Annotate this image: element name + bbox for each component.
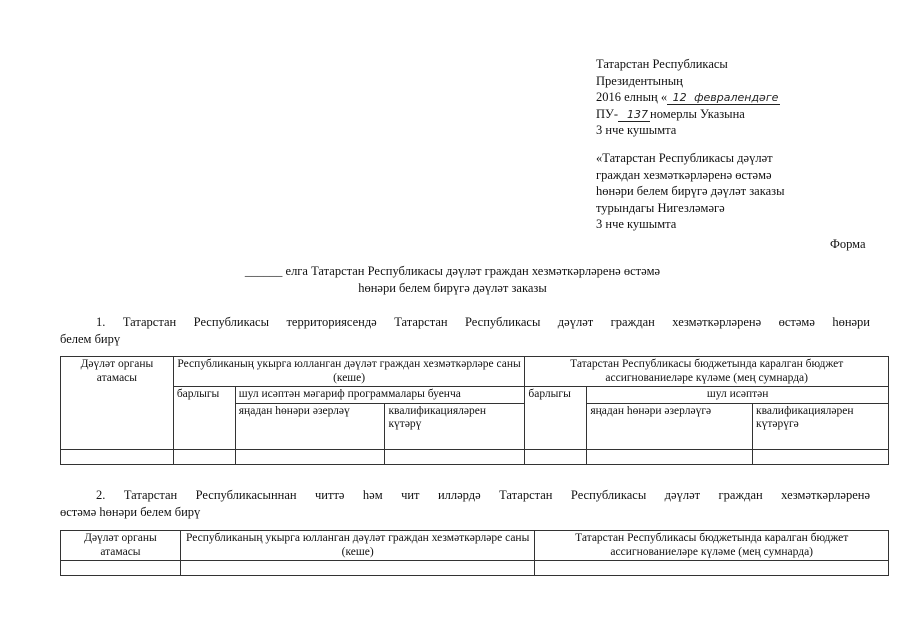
sub-qualification: квалификацияләрен күтәрү [385,403,525,449]
col-budget: Татарстан Республикасы бюджетында каралган бюджет ассигнованиеләре күләме (мең сумнарда) [535,531,889,561]
note-line: «Татарстан Республикасы дәүләт [596,151,773,165]
note-line: 3 нче кушымта [596,217,677,231]
form-label: Форма [830,237,866,251]
sub-including: шул исәптән [587,387,889,404]
note-line: турындагы Нигезләмәгә [596,200,725,215]
empty-cell [180,561,535,576]
decree-day: 12 [667,92,692,105]
decree-attachment: 3 нче кушымта [596,123,677,137]
section1-heading: 1. Татарстан Республикасы территориясендә Татарстан Республикасы дәүләт граждан хезмәткәрләренә өстәмә һөнәри белем бирү [60,315,870,346]
appendix-reference [596,56,780,139]
empty-cell [173,449,235,464]
empty-cell [61,449,174,464]
section2-heading: 2. Татарстан Республикасыннан читтә һәм чит илләрдә Татарстан Республикасы дәүләт граждан хезмәткәрләренә өстәмә һөнәри белем бирү [60,488,870,519]
regulation-note [596,150,785,233]
sub-total: барлыгы [173,387,235,450]
empty-cell [587,449,753,464]
empty-cell [535,561,889,576]
empty-cell [235,449,385,464]
sub-retraining-budget: яңадан һөнәри әзерләүгә [587,403,753,449]
decree-date-line: 2016 елның « 12 февралендәге [596,90,779,104]
empty-cell [385,449,525,464]
section1-table [60,356,889,465]
sub-qualification-budget: квалификацияләрен күтәрүгә [753,403,889,449]
appendix-line: Татарстан Республикасы [596,57,728,71]
document-title-line1: ______ елга Татарстан Республикасы дәүләт граждан хезмәткәрләренә өстәмә [244,264,661,278]
decree-number: 137 [618,109,650,122]
col-org: Дәүләт органы атамасы [61,531,181,561]
col-org: Дәүләт органы атамасы [61,357,174,450]
col-budget: Татарстан Республикасы бюджетында каралган бюджет ассигнованиеләре күләме (мең сумнарда) [525,357,889,387]
note-line: граждан хезмәткәрләренә өстәмә [596,167,772,182]
decree-month: февралендәге [694,91,779,104]
sub-retraining: яңадан һөнәри әзерләү [235,403,385,449]
col-count: Республиканың укырга юлланган дәүләт граждан хезмәткәрләре саны (кеше) [173,357,525,387]
sub-programs: шул исәптән мәгариф программалары буенча [235,387,525,404]
col-count: Республиканың укырга юлланган дәүләт граждан хезмәткәрләре саны (кеше) [180,531,535,561]
section2-table [60,530,889,576]
empty-cell [753,449,889,464]
decree-number-line: ПУ- 137 номерлы Указына [596,106,745,121]
empty-cell [525,449,587,464]
sub-total-budget: барлыгы [525,387,587,450]
appendix-line: Президентының [596,73,683,88]
document-title-line2: һөнәри белем бирүгә дәүләт заказы [358,281,547,295]
note-line: һөнәри белем бирүгә дәүләт заказы [596,184,785,198]
empty-cell [61,561,181,576]
